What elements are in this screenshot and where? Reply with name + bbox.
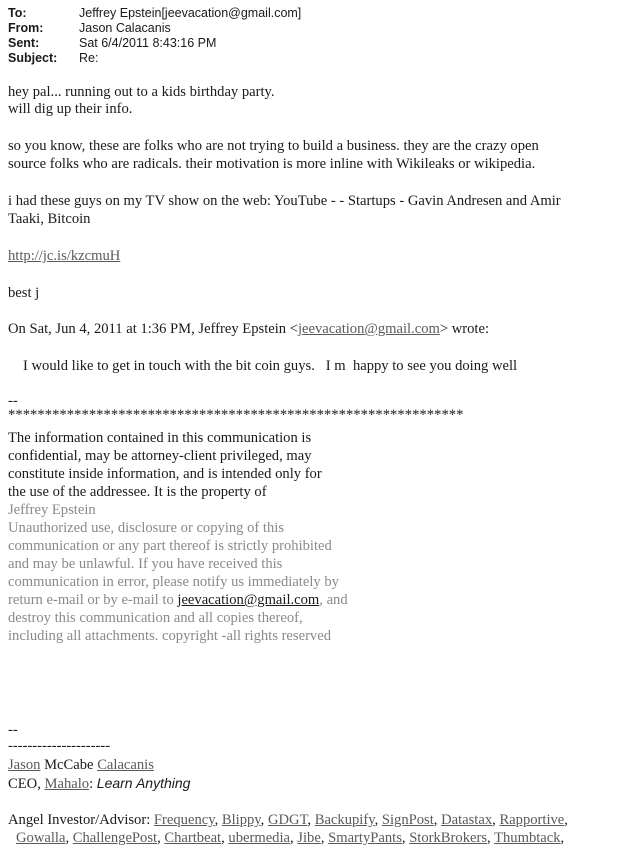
signature-ceo-line bbox=[8, 775, 190, 793]
quote-intro-before: On Sat, Jun 4, 2011 at 1:36 PM, Jeffrey Epstein < bbox=[8, 321, 298, 337]
separator: , bbox=[65, 830, 73, 846]
company-link-blippy[interactable]: Blippy bbox=[221, 812, 261, 828]
disclaimer-stars: ************************************************************** bbox=[8, 407, 464, 423]
quote-intro bbox=[8, 321, 489, 338]
disclaimer-dark-line-1: The information contained in this communication is bbox=[8, 430, 312, 446]
signature-rule: --------------------- bbox=[8, 738, 111, 754]
company-link-frequency[interactable]: Frequency bbox=[153, 812, 215, 828]
sent-label: Sent: bbox=[8, 36, 40, 50]
separator: , bbox=[564, 812, 572, 828]
company-link-ubermedia[interactable]: ubermedia bbox=[228, 830, 290, 846]
signature-colon: : bbox=[89, 776, 97, 792]
quote-email-link[interactable]: jeevacation@gmail.com bbox=[297, 321, 440, 337]
quote-intro-after: > wrote: bbox=[439, 321, 490, 337]
sent-value: Sat 6/4/2011 8:43:16 PM bbox=[79, 36, 217, 50]
disclaimer-dark-line-4: the use of the addressee. It is the property of bbox=[8, 484, 267, 500]
disclaimer-email-link[interactable]: jeevacation@gmail.com bbox=[177, 592, 320, 608]
company-link-thumbtack[interactable]: Thumbtack bbox=[494, 830, 561, 846]
company-link-jibe[interactable]: Jibe bbox=[297, 830, 321, 846]
quote-text: I would like to get in touch with the bit coin guys. I m happy to see you doing well bbox=[23, 358, 518, 374]
to-label: To: bbox=[8, 6, 27, 20]
disclaimer-dashes: -- bbox=[8, 393, 18, 409]
body-para3-line-1: i had these guys on my TV show on the web: YouTube - - Startups - Gavin Andresen and Amir bbox=[8, 193, 561, 209]
company-link-signpost[interactable]: SignPost bbox=[381, 812, 434, 828]
signature-middle-name: McCabe bbox=[40, 757, 98, 773]
body-para2-line-2: source folks who are radicals. their motivation is more inline with Wikileaks or wikipedia. bbox=[8, 156, 536, 172]
company-link-storkbrokers[interactable]: StorkBrokers bbox=[409, 830, 488, 846]
signature-tagline: Learn Anything bbox=[96, 775, 191, 791]
disclaimer-return-before: return e-mail or by e-mail to bbox=[8, 592, 178, 608]
separator: , bbox=[487, 830, 495, 846]
separator: , bbox=[157, 830, 165, 846]
separator: , bbox=[401, 830, 410, 846]
angel-row-1 bbox=[8, 812, 572, 829]
disclaimer-return-line bbox=[8, 592, 348, 609]
body-line-1: hey pal... running out to a kids birthday party. bbox=[8, 84, 275, 100]
separator: , bbox=[214, 812, 222, 828]
angel-row-2 bbox=[16, 830, 568, 847]
company-link-gowalla[interactable]: Gowalla bbox=[16, 830, 66, 846]
angel-label: Angel Investor/Advisor: bbox=[8, 812, 154, 828]
company-link-challengepost[interactable]: ChallengePost bbox=[72, 830, 158, 846]
disclaimer-grey-line-2: Unauthorized use, disclosure or copying of this bbox=[8, 520, 285, 536]
separator: , bbox=[433, 812, 442, 828]
separator: , bbox=[260, 812, 268, 828]
company-link-chartbeat[interactable]: Chartbeat bbox=[164, 830, 222, 846]
mahalo-link[interactable]: Mahalo bbox=[44, 776, 90, 792]
signature-first-name-link[interactable]: Jason bbox=[8, 757, 41, 773]
signature-dashes: -- bbox=[8, 722, 18, 738]
subject-value: Re: bbox=[79, 51, 99, 65]
company-link-gdgt[interactable]: GDGT bbox=[267, 812, 308, 828]
body-para3-line-2: Taaki, Bitcoin bbox=[8, 211, 91, 227]
disclaimer-grey-line-1: Jeffrey Epstein bbox=[8, 502, 96, 518]
from-label: From: bbox=[8, 21, 44, 35]
from-value: Jason Calacanis bbox=[79, 21, 171, 35]
disclaimer-grey-line-5: communication in error, please notify us immediately by bbox=[8, 574, 339, 590]
to-value: Jeffrey Epstein[jeevacation@gmail.com] bbox=[79, 6, 302, 20]
separator: , bbox=[374, 812, 382, 828]
disclaimer-grey-line-3: communication or any part thereof is strictly prohibited bbox=[8, 538, 332, 554]
body-para2-line-1: so you know, these are folks who are not trying to build a business. they are the crazy open bbox=[8, 138, 539, 154]
disclaimer-dark-line-3: constitute inside information, and is intended only for bbox=[8, 466, 322, 482]
separator: , bbox=[221, 830, 229, 846]
separator: , bbox=[492, 812, 500, 828]
signoff: best j bbox=[8, 285, 40, 301]
disclaimer-grey-line-4: and may be unlawful. If you have received this bbox=[8, 556, 283, 572]
youtube-link[interactable]: http://jc.is/kzcmuH bbox=[8, 248, 121, 264]
disclaimer-dark-line-2: confidential, may be attorney-client privileged, may bbox=[8, 448, 312, 464]
separator: , bbox=[320, 830, 329, 846]
disclaimer-grey-line-7: including all attachments. copyright -all rights reserved bbox=[8, 628, 331, 644]
signature-name bbox=[8, 757, 154, 774]
disclaimer-grey-line-6: destroy this communication and all copies thereof, bbox=[8, 610, 303, 626]
body-line-2: will dig up their info. bbox=[8, 101, 133, 117]
signature-ceo-prefix: CEO, bbox=[8, 776, 45, 792]
separator: , bbox=[290, 830, 298, 846]
separator: , bbox=[307, 812, 315, 828]
company-link-rapportive[interactable]: Rapportive bbox=[499, 812, 565, 828]
subject-label: Subject: bbox=[8, 51, 58, 65]
disclaimer-return-after: , and bbox=[319, 592, 348, 608]
signature-last-name-link[interactable]: Calacanis bbox=[97, 757, 154, 773]
company-link-backupify[interactable]: Backupify bbox=[314, 812, 375, 828]
company-link-smartypants[interactable]: SmartyPants bbox=[328, 830, 402, 846]
separator: , bbox=[560, 830, 568, 846]
company-link-datastax[interactable]: Datastax bbox=[441, 812, 493, 828]
